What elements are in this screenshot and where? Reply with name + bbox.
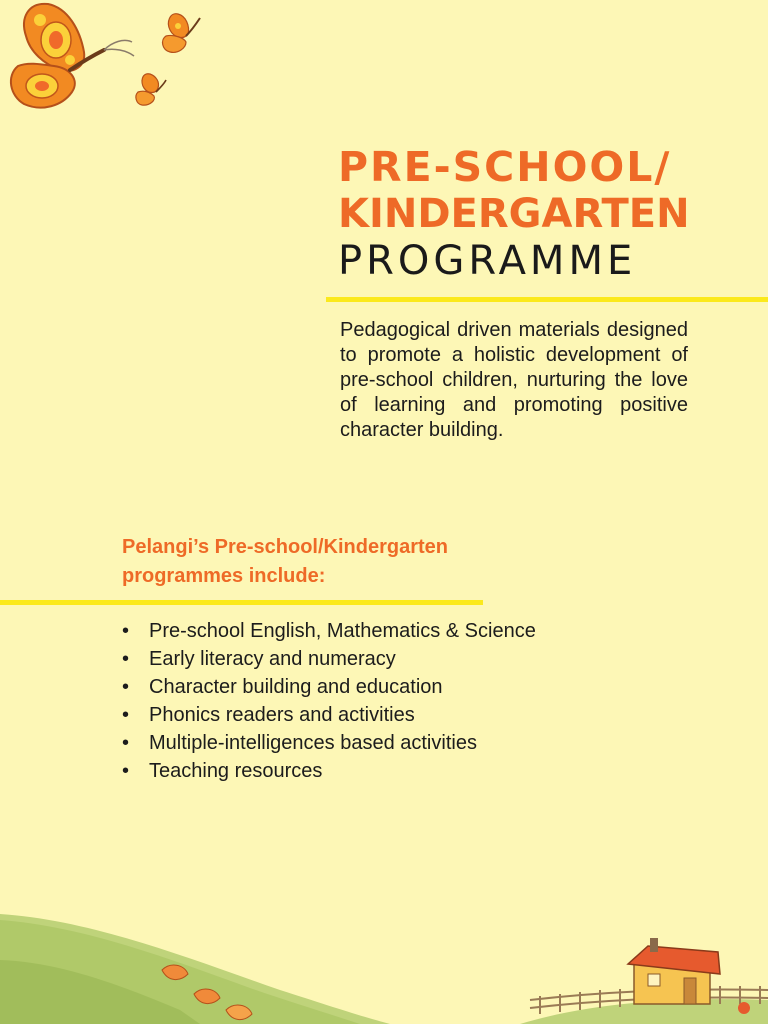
list-item-label: Multiple-intelligences based activities — [149, 732, 477, 754]
title-line-preschool: PRE-SCHOOL/ — [338, 143, 672, 191]
list-item — [122, 673, 536, 701]
title-divider — [326, 297, 768, 302]
fence-icon — [530, 986, 768, 1014]
bullet-icon: • — [122, 732, 130, 754]
bullet-icon: • — [122, 648, 130, 670]
butterfly-icon — [136, 74, 166, 105]
list-item-label: Teaching resources — [149, 760, 323, 782]
programmes-heading-line1: Pelangi’s Pre-school/Kindergarten — [122, 536, 449, 558]
bullet-icon: • — [122, 620, 130, 642]
hill-illustration — [0, 914, 390, 1024]
bullet-icon: • — [122, 760, 130, 782]
title-line-programme: PROGRAMME — [338, 238, 637, 284]
bullet-icon: • — [122, 704, 130, 726]
butterfly-icon — [163, 14, 200, 53]
page-title — [338, 144, 698, 284]
programmes-list — [122, 617, 536, 785]
house-icon — [628, 938, 750, 1014]
list-item-label: Early literacy and numeracy — [149, 648, 396, 670]
ground-illustration — [520, 999, 768, 1024]
programmes-heading-line2: programmes include: — [122, 565, 326, 587]
list-item-label: Phonics readers and activities — [149, 704, 415, 726]
list-item — [122, 729, 536, 757]
list-item — [122, 645, 536, 673]
list-item — [122, 757, 536, 785]
section-divider — [0, 600, 483, 605]
title-line-kindergarten: KINDERGARTEN — [338, 191, 690, 237]
list-item — [122, 701, 536, 729]
list-item-label: Character building and education — [149, 676, 443, 698]
programmes-heading — [122, 533, 522, 591]
intro-paragraph: Pedagogical driven materials designed to promote a holistic development of pre-school children, nurturing the love of learning and promoting positive character building. — [340, 319, 688, 441]
butterfly-icon — [11, 4, 134, 108]
list-item — [122, 617, 536, 645]
list-item-label: Pre-school English, Mathematics & Science — [149, 620, 536, 642]
falling-leaves-icon — [162, 965, 252, 1020]
bullet-icon: • — [122, 676, 130, 698]
